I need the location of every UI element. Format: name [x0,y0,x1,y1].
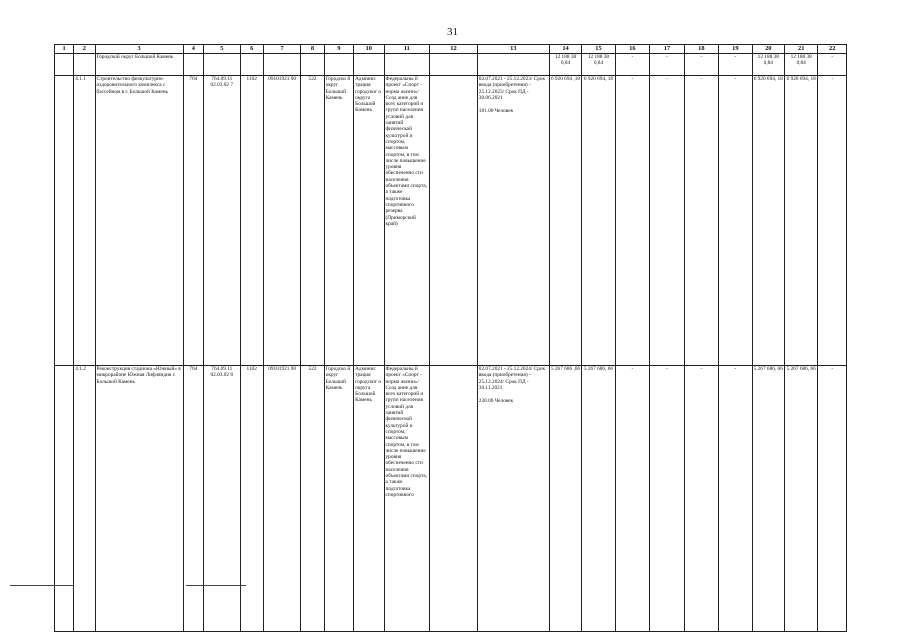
column-number-row [55,45,847,54]
dash-cell: - [818,76,847,366]
total-cell [324,54,353,76]
schedule-dates: 02.07.2021 - 25.12.2024/ Срок ввода (приобретения) - 25.12.2024/ Срок ПД - 30.11.2021 [478,366,546,391]
municipality-cell: Городско й округ Большой Камень [324,76,353,366]
dash-cell: - [650,76,684,366]
total-cell [74,54,95,76]
object-name: Строительство физкультурно-оздоровительного комплекса с бассейном в г. Большой Камень [95,76,183,366]
code-cell: 764.09.11 02.03.02 7 [204,76,241,366]
dash-cell: - [615,366,649,632]
col-number: 21 [784,45,817,54]
total-amount: 12 188 38 0,84 [549,54,581,76]
code-cell: 09101921 90 [263,76,301,366]
total-dash: - [615,54,649,76]
dash-cell: - [719,366,752,632]
total-cell [354,54,384,76]
district-total-row [55,54,847,76]
col-number: 3 [95,45,183,54]
dash-cell: - [615,76,649,366]
dash-cell: - [650,366,684,632]
col-number: 17 [650,45,684,54]
total-dash: - [818,54,847,76]
total-amount: 12 188 38 0,84 [784,54,817,76]
col-number: 5 [204,45,241,54]
district-name: Городской округ Большой Камень [95,54,183,76]
col-number: 19 [719,45,752,54]
row-cell [55,366,74,632]
row-number: 4.1.1 [74,76,95,366]
budget-table [54,44,847,632]
municipality-cell: Городско й округ Большой Камень [324,366,353,632]
amount-cell: 6 920 694, 18 [582,76,615,366]
col-number: 18 [684,45,718,54]
table-row [55,76,847,366]
col-number: 13 [477,45,549,54]
dash-cell: - [719,76,752,366]
code-cell: 522 [301,76,324,366]
col-number: 8 [301,45,324,54]
scan-rule [10,585,73,586]
row-number: 4.1.2 [74,366,95,632]
code-cell: 09101921 90 [263,366,301,632]
col-number: 9 [324,45,353,54]
col-number: 6 [240,45,263,54]
schedule-dates: 02.07.2021 - 25.12.2023/ Срок ввода (приобретения) - 25.12.2023/ Срок ПД - 30.06.2021 [478,76,546,101]
code-cell: 764 [183,366,203,632]
col-number: 10 [354,45,384,54]
empty-cell [430,76,478,366]
col-number: 7 [263,45,301,54]
total-cell [301,54,324,76]
capacity-value: 181.00 Человек [478,108,514,115]
code-cell: 764 [183,76,203,366]
table-row [55,366,847,632]
object-name: Реконструкция стадиона «Южный» в микрорайоне Южная Лифляндия г. Большой Камень [95,366,183,632]
total-cell [240,54,263,76]
col-number: 22 [818,45,847,54]
total-cell [263,54,301,76]
col-number: 14 [549,45,581,54]
total-amount: 12 188 38 0,84 [752,54,784,76]
col-number: 1 [55,45,74,54]
code-cell: 522 [301,366,324,632]
dash-cell: - [818,366,847,632]
amount-cell: 6 920 694, 18 [752,76,784,366]
federal-project-cell: Федеральны й проект «Спорт - норма жизни»/Созд ание для всех категорий и групп населения условий для занятий физической культурой и спортом, массовым спортом, в том числе повышение уровня обеспеченно сти населения объектами спорта, а также подготовка спортивного [384,366,430,632]
col-number: 2 [74,45,95,54]
code-cell: 764.09.11 02.03.02 8 [204,366,241,632]
dash-cell: - [684,76,718,366]
total-dash: - [684,54,718,76]
total-cell [204,54,241,76]
total-cell [384,54,430,76]
empty-cell [430,366,478,632]
amount-cell: 5 267 686, 66 [752,366,784,632]
total-cell [183,54,203,76]
schedule-cell [477,366,549,632]
amount-cell: 6 920 694 ,18 [549,76,581,366]
amount-cell: 5 267 686 ,66 [549,366,581,632]
schedule-cell [477,76,549,366]
total-cell [55,54,74,76]
code-cell: 1102 [240,76,263,366]
amount-cell: 5 267 686, 66 [784,366,817,632]
col-number: 15 [582,45,615,54]
total-cell [477,54,549,76]
col-number: 4 [183,45,203,54]
col-number: 20 [752,45,784,54]
amount-cell: 5 267 686, 66 [582,366,615,632]
col-number: 11 [384,45,430,54]
row-cell [55,76,74,366]
dash-cell: - [684,366,718,632]
col-number: 16 [615,45,649,54]
total-dash: - [719,54,752,76]
administration-cell: Админис трация городског о округа Большой Камень [354,76,384,366]
amount-cell: 6 920 694, 18 [784,76,817,366]
total-amount: 12 188 38 0,84 [582,54,615,76]
federal-project-cell: Федеральны й проект «Спорт - норма жизни»/Созд ание для всех категорий и групп населения условий для занятий физической культурой и спортом, массовым спортом, в том числе повышение уровня обеспеченно сти населения объектами спорта, а также подготовка спортивного резерва (Приморский край) [384,76,430,366]
col-number: 12 [430,45,478,54]
total-cell [430,54,478,76]
scan-rule [186,585,246,586]
total-dash: - [650,54,684,76]
code-cell: 1102 [240,366,263,632]
capacity-value: 230.00 Человек [478,398,514,405]
page-number: 31 [447,26,458,38]
administration-cell: Админис трация городског о округа Большой Камень [354,366,384,632]
